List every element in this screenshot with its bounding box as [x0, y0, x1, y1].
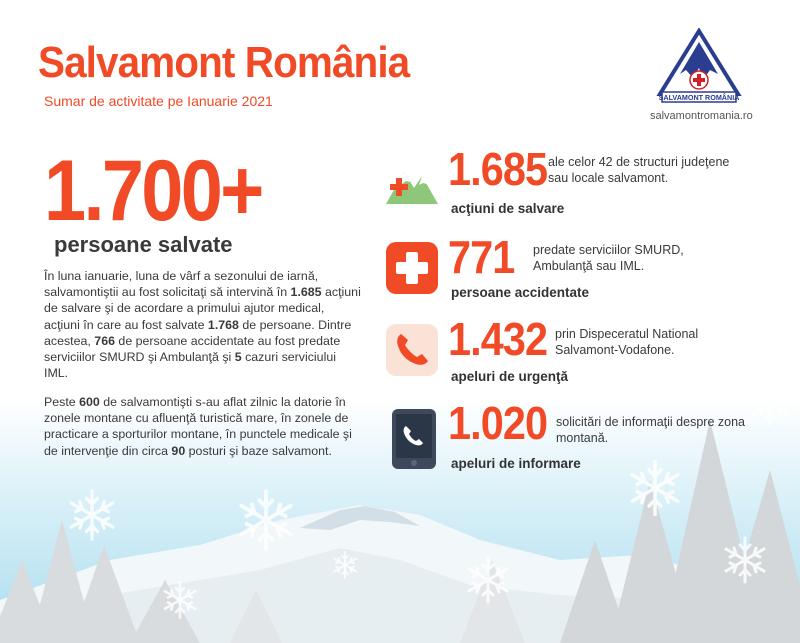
- summary-paragraph-1: În luna ianuarie, luna de vârf a sezonului de iarnă, salvamontiştii au fost solicitaţi să intervină în 1.685 acţiuni de salvare şi de acordare a primului ajutor medical, acţiuni în care au fost salvate 1.768 de persoane. Dintre acestea, 766 de persoane accidentate au fost predate serviciilor SMURD şi Ambulanţă şi 5 cazuri serviciului IML.: [44, 269, 361, 381]
- stat-label: apeluri de informare: [451, 456, 581, 471]
- website-link[interactable]: salvamontromania.ro: [650, 110, 753, 122]
- smartphone-icon: [390, 408, 438, 470]
- page-title: Salvamont România: [38, 38, 410, 87]
- medical-cross-icon: [384, 240, 440, 296]
- stat-label: apeluri de urgenţă: [451, 369, 569, 384]
- stat-description: solicitări de informaţii despre zona montană.: [556, 415, 745, 445]
- stat-number: 1.685: [448, 143, 548, 195]
- page-subtitle: Sumar de activitate pe Ianuarie 2021: [44, 93, 273, 109]
- stat-description: ale celor 42 de structuri judeţene sau locale salvamont.: [548, 155, 730, 185]
- logo-text: SALVAMONT ROMÂNIA: [658, 93, 740, 102]
- persons-saved-label: persoane salvate: [54, 232, 233, 257]
- stat-description: prin Dispeceratul National Salvamont-Vodafone.: [555, 327, 699, 357]
- stat-description: predate serviciilor SMURD, Ambulanţă sau IML.: [533, 243, 684, 273]
- stat-number: 1.020: [448, 397, 548, 449]
- mountain-cross-icon: [384, 156, 440, 212]
- stat-label: persoane accidentate: [451, 285, 590, 300]
- stat-number: 1.432: [448, 313, 548, 365]
- stat-number: 771: [448, 231, 515, 283]
- salvamont-logo: [656, 28, 742, 108]
- stat-info-calls: [378, 397, 788, 478]
- stat-label: acţiuni de salvare: [451, 201, 565, 216]
- persons-saved-number: 1.700+: [44, 143, 262, 239]
- summary-paragraph-2: Peste 600 de salvamontişti s-au aflat zilnic la datorie în zonele montane cu afluenţă turistică mare, în zonele de practicare a sporturilor montane, în punctele medicale şi de intervenţie din circa 90 posturi şi baze salvamont.: [44, 395, 352, 458]
- stat-rescue-actions: [378, 143, 788, 224]
- stat-emergency-calls: [378, 313, 788, 394]
- phone-icon: [384, 322, 440, 378]
- stat-injured-persons: [378, 231, 788, 312]
